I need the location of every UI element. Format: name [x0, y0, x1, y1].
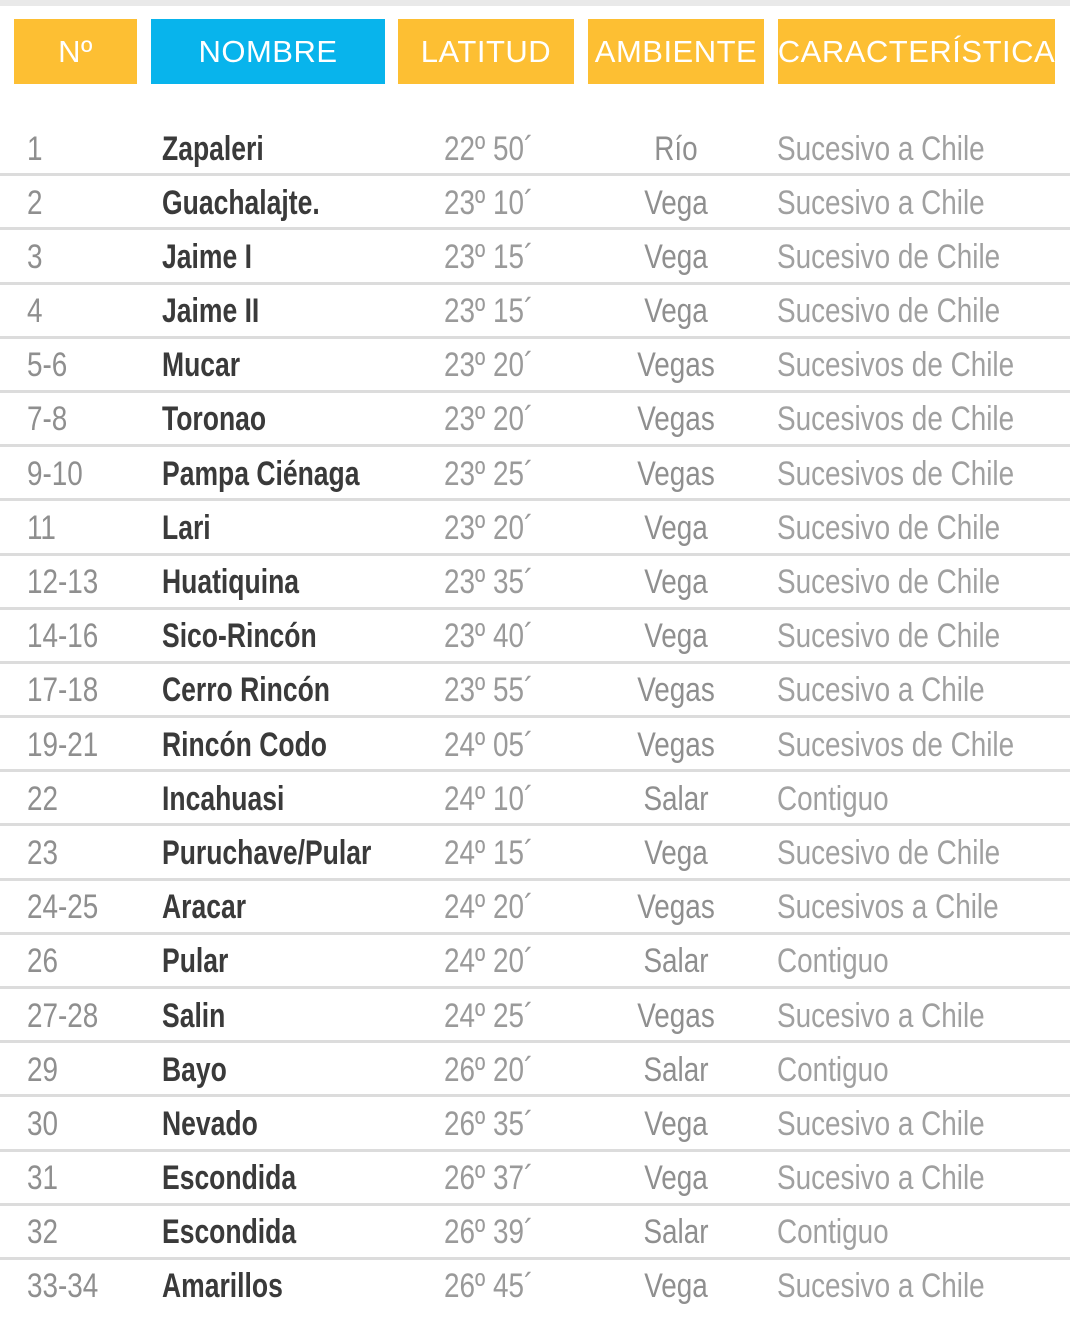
header-caracteristica: CARACTERÍSTICA: [778, 19, 1055, 84]
cell-nombre: Jaime II: [162, 292, 260, 331]
cell-latitud: 24º 15´: [444, 833, 534, 872]
table-row: [0, 230, 1070, 284]
cell-latitud: 24º 25´: [444, 996, 534, 1035]
header-ambiente: AMBIENTE: [588, 19, 764, 84]
cell-latitud: 23º 15´: [444, 292, 534, 331]
cell-caracteristica: Sucesivo de Chile: [777, 833, 1001, 872]
cell-no: 22: [27, 779, 59, 818]
cell-caracteristica: Sucesivo a Chile: [777, 183, 985, 222]
cell-latitud: 23º 20´: [444, 346, 534, 385]
top-strip: [0, 0, 1070, 6]
cell-ambiente: Vega: [644, 237, 708, 276]
cell-latitud: 22º 50´: [444, 129, 534, 168]
cell-ambiente: Vega: [644, 292, 708, 331]
table-row: [0, 881, 1070, 935]
cell-no: 32: [27, 1213, 59, 1252]
cell-nombre: Toronao: [162, 400, 267, 439]
table-row: [0, 1097, 1070, 1151]
cell-no: 14-16: [27, 617, 99, 656]
cell-ambiente: Vega: [644, 563, 708, 601]
cell-ambiente: Vegas: [637, 346, 715, 385]
cell-nombre: Nevado: [162, 1104, 258, 1143]
cell-ambiente: Salar: [643, 779, 709, 818]
cell-no: 17-18: [27, 671, 99, 710]
cell-no: 31: [27, 1159, 59, 1198]
cell-ambiente: Vega: [644, 1104, 708, 1143]
table-body: [0, 122, 1070, 1314]
cell-nombre: Pular: [162, 942, 229, 981]
cell-no: 33-34: [27, 1267, 99, 1306]
table-row: [0, 718, 1070, 772]
cell-ambiente: Vega: [644, 1159, 708, 1198]
cell-ambiente: Vegas: [637, 888, 715, 927]
header-nombre: NOMBRE: [151, 19, 385, 84]
table-row: [0, 1152, 1070, 1206]
cell-latitud: 24º 20´: [444, 888, 534, 927]
table-row: [0, 393, 1070, 447]
cell-nombre: Amarillos: [162, 1267, 283, 1306]
cell-latitud: 23º 40´: [444, 617, 534, 656]
cell-latitud: 23º 15´: [444, 237, 534, 276]
cell-nombre: Bayo: [162, 1050, 227, 1089]
cell-caracteristica: Sucesivo de Chile: [777, 563, 1001, 601]
cell-nombre: Pampa Ciénaga: [162, 454, 360, 493]
header-no: Nº: [14, 19, 137, 84]
table-row: [0, 989, 1070, 1043]
cell-ambiente: Vegas: [637, 454, 715, 493]
cell-ambiente: Vegas: [637, 671, 715, 710]
cell-ambiente: Vegas: [637, 725, 715, 764]
cell-latitud: 23º 25´: [444, 454, 534, 493]
table-row: [0, 826, 1070, 880]
cell-nombre: Salin: [162, 996, 226, 1035]
cell-latitud: 24º 05´: [444, 725, 534, 764]
table-row: [0, 122, 1070, 176]
cell-caracteristica: Sucesivo a Chile: [777, 1267, 985, 1306]
table-row: [0, 1206, 1070, 1260]
cell-nombre: Lari: [162, 508, 211, 547]
cell-caracteristica: Sucesivo a Chile: [777, 671, 985, 710]
table-row: [0, 501, 1070, 555]
cell-no: 3: [27, 237, 43, 276]
cell-nombre: Aracar: [162, 888, 247, 927]
cell-caracteristica: Sucesivo de Chile: [777, 237, 1001, 276]
cell-ambiente: Vegas: [637, 996, 715, 1035]
cell-nombre: Incahuasi: [162, 779, 285, 818]
cell-no: 30: [27, 1104, 59, 1143]
cell-caracteristica: Sucesivos de Chile: [777, 346, 1015, 385]
table-row: [0, 339, 1070, 393]
cell-latitud: 26º 35´: [444, 1104, 534, 1143]
cell-ambiente: Salar: [643, 1213, 709, 1252]
cell-caracteristica: Contiguo: [777, 1050, 889, 1089]
cell-caracteristica: Sucesivo de Chile: [777, 617, 1001, 656]
cell-no: 11: [27, 508, 56, 547]
cell-nombre: Escondida: [162, 1159, 297, 1198]
table-row: [0, 447, 1070, 501]
table-row: [0, 935, 1070, 989]
table-row: [0, 556, 1070, 610]
header-latitud: LATITUD: [398, 19, 574, 84]
cell-caracteristica: Sucesivo a Chile: [777, 996, 985, 1035]
cell-no: 1: [27, 129, 43, 168]
cell-nombre: Rincón Codo: [162, 725, 327, 764]
cell-no: 27-28: [27, 996, 99, 1035]
cell-caracteristica: Sucesivo de Chile: [777, 292, 1001, 331]
cell-ambiente: Río: [654, 129, 698, 168]
cell-latitud: 24º 10´: [444, 779, 534, 818]
cell-ambiente: Vega: [644, 833, 708, 872]
cell-no: 12-13: [27, 563, 99, 601]
cell-latitud: 26º 39´: [444, 1213, 534, 1252]
cell-caracteristica: Sucesivo a Chile: [777, 129, 985, 168]
cell-latitud: 23º 35´: [444, 563, 534, 601]
cell-nombre: Zapaleri: [162, 129, 264, 168]
cell-latitud: 23º 20´: [444, 400, 534, 439]
cell-caracteristica: Contiguo: [777, 942, 889, 981]
cell-caracteristica: Sucesivo a Chile: [777, 1104, 985, 1143]
cell-nombre: Cerro Rincón: [162, 671, 330, 710]
table-row: [0, 176, 1070, 230]
cell-nombre: Sico-Rincón: [162, 617, 317, 656]
table-row: [0, 1260, 1070, 1314]
cell-caracteristica: Contiguo: [777, 779, 889, 818]
table-row: [0, 610, 1070, 664]
cell-nombre: Guachalajte.: [162, 183, 320, 222]
cell-latitud: 26º 20´: [444, 1050, 534, 1089]
cell-no: 23: [27, 833, 59, 872]
cell-latitud: 24º 20´: [444, 942, 534, 981]
cell-caracteristica: Sucesivos de Chile: [777, 725, 1015, 764]
cell-nombre: Huatiquina: [162, 563, 300, 601]
cell-no: 5-6: [27, 346, 68, 385]
cell-latitud: 23º 55´: [444, 671, 534, 710]
cell-ambiente: Vega: [644, 1267, 708, 1306]
cell-caracteristica: Sucesivos a Chile: [777, 888, 999, 927]
table-row: [0, 664, 1070, 718]
cell-ambiente: Vegas: [637, 400, 715, 439]
cell-nombre: Puruchave/Pular: [162, 833, 372, 872]
cell-ambiente: Vega: [644, 508, 708, 547]
table-row: [0, 772, 1070, 826]
cell-caracteristica: Sucesivos de Chile: [777, 454, 1015, 493]
cell-no: 24-25: [27, 888, 99, 927]
cell-nombre: Escondida: [162, 1213, 297, 1252]
cell-nombre: Mucar: [162, 346, 241, 385]
cell-ambiente: Salar: [643, 942, 709, 981]
cell-latitud: 26º 37´: [444, 1159, 534, 1198]
cell-latitud: 26º 45´: [444, 1267, 534, 1306]
cell-no: 9-10: [27, 454, 83, 493]
cell-caracteristica: Sucesivo de Chile: [777, 508, 1001, 547]
cell-caracteristica: Contiguo: [777, 1213, 889, 1252]
cell-ambiente: Vega: [644, 183, 708, 222]
cell-no: 26: [27, 942, 59, 981]
cell-latitud: 23º 10´: [444, 183, 534, 222]
cell-no: 2: [27, 183, 43, 222]
cell-latitud: 23º 20´: [444, 508, 534, 547]
cell-caracteristica: Sucesivo a Chile: [777, 1159, 985, 1198]
cell-no: 7-8: [27, 400, 68, 439]
cell-nombre: Jaime I: [162, 237, 252, 276]
cell-no: 4: [27, 292, 43, 331]
cell-no: 29: [27, 1050, 59, 1089]
table-row: [0, 285, 1070, 339]
cell-ambiente: Salar: [643, 1050, 709, 1089]
cell-ambiente: Vega: [644, 617, 708, 656]
table-row: [0, 1043, 1070, 1097]
cell-caracteristica: Sucesivos de Chile: [777, 400, 1015, 439]
cell-no: 19-21: [27, 725, 99, 764]
